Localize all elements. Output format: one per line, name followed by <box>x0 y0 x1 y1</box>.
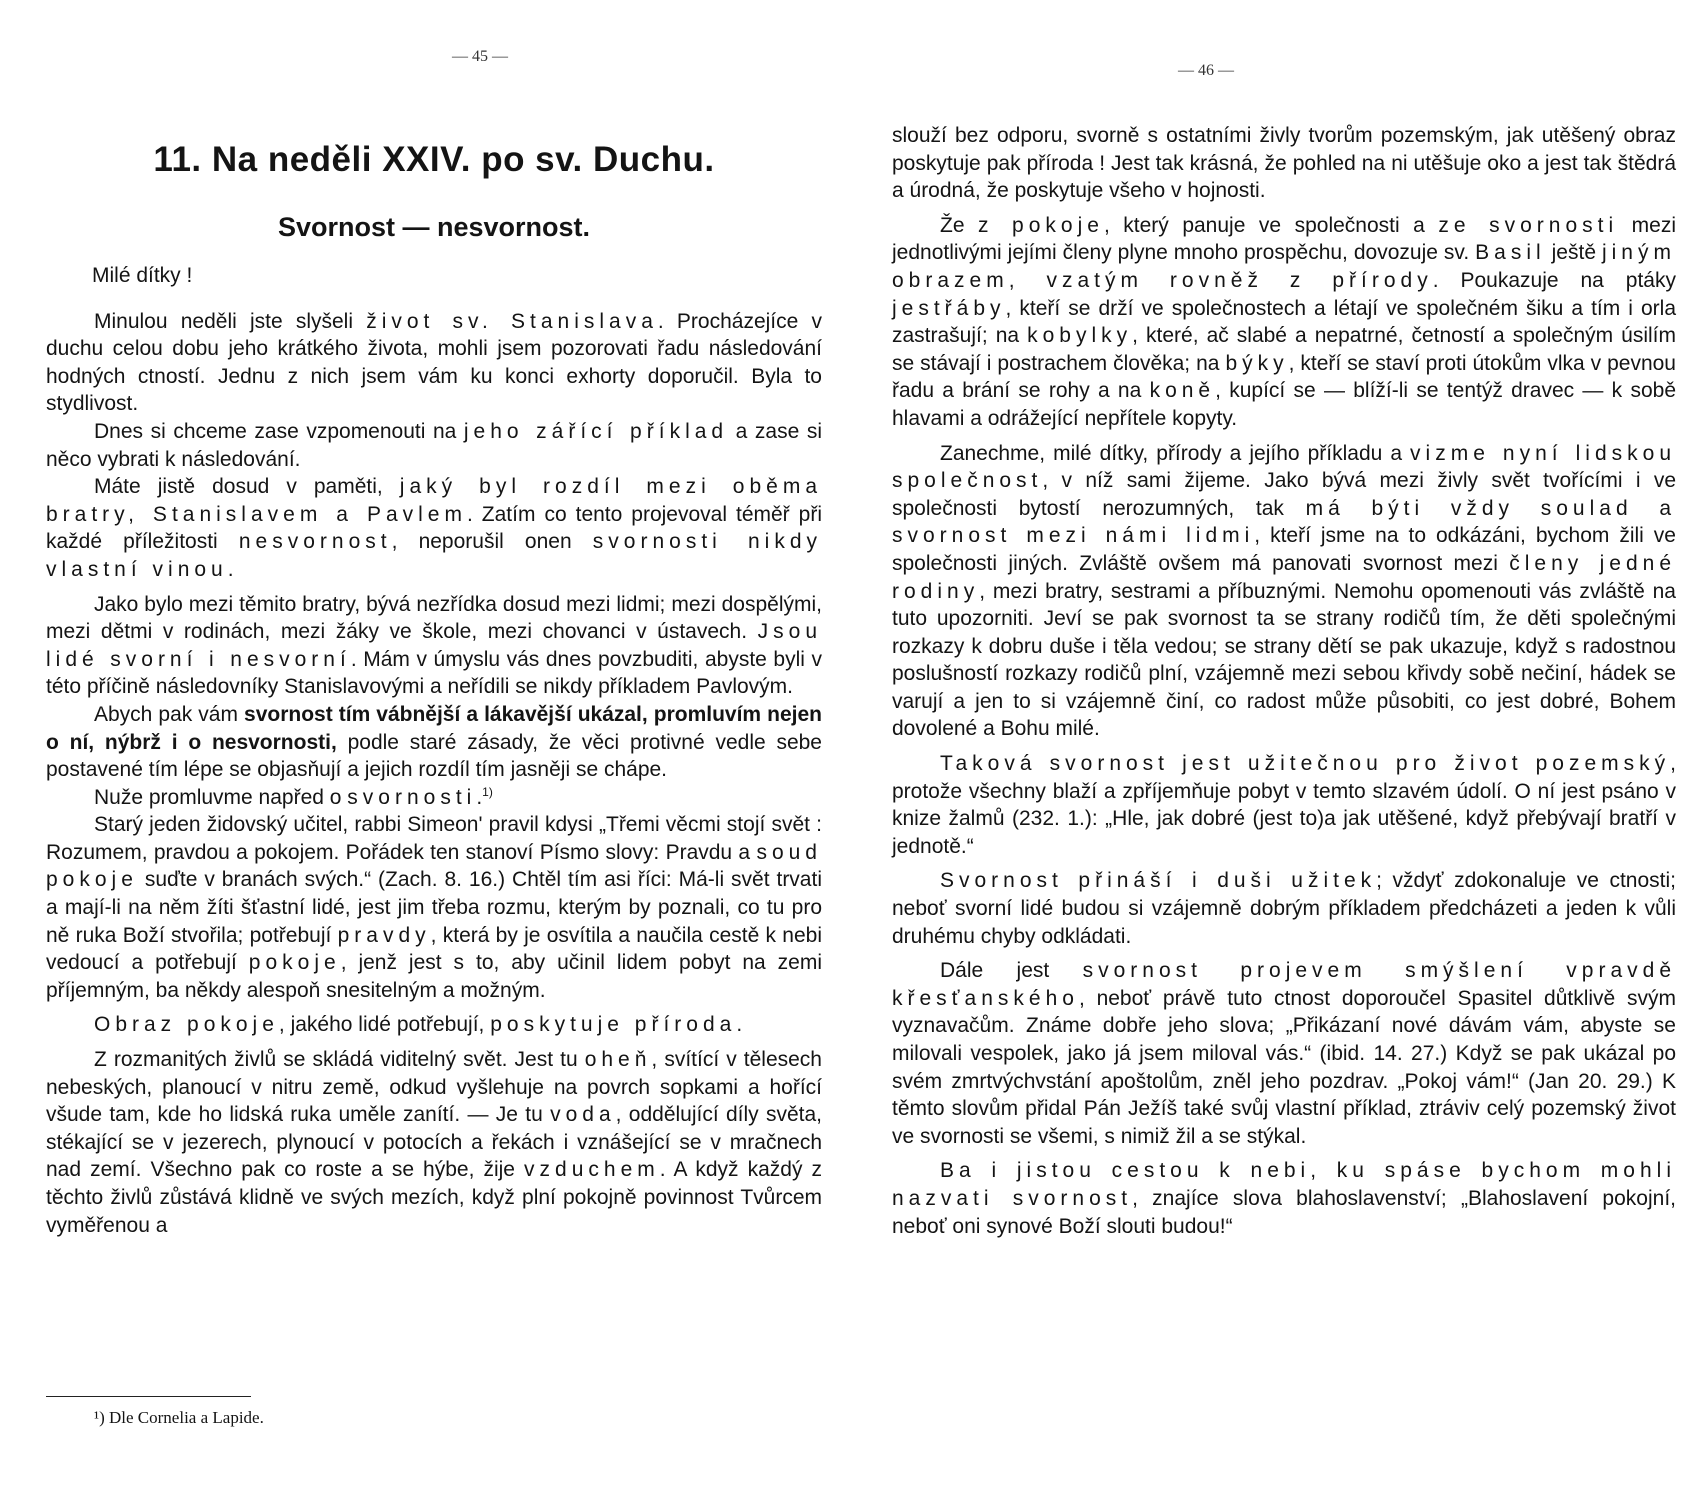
emphasis-text: Obraz pokoje <box>94 1013 279 1037</box>
text-run: , kteří se staví proti útokům vlka v pevnou řadu a brání se rohy a na <box>892 351 1676 403</box>
text-run: Dnes si chceme zase vzpomenouti na <box>94 419 464 443</box>
emphasis-text: členy jedné rodiny <box>892 551 1676 603</box>
emphasis-text: Jsou lidé svorní i nesvorní <box>46 620 822 671</box>
text-run: , oddělující díly světa, stékající se v jezerech, plynoucí v potocích a řekách i vznášející se v mračnech nad zemí. Všechno pak co roste a se hýbe, žije <box>46 1103 822 1182</box>
text-run: Máte jistě dosud v paměti, <box>94 475 400 499</box>
emphasis-text: Taková svornost jest užitečnou pro život pozemský <box>940 752 1671 776</box>
emphasis-text: svornosti nikdy vlastní vinou <box>46 530 822 581</box>
paragraph <box>892 122 1676 205</box>
emphasis-text: svornosti <box>347 785 477 809</box>
emphasis-text: voda <box>550 1103 616 1127</box>
emphasis-text: poskytuje příroda <box>490 1013 737 1037</box>
paragraph <box>46 418 822 473</box>
text-run: Z rozmanitých živlů se skládá viditelný svět. Jest tu <box>94 1048 585 1072</box>
text-run: Dále jest <box>940 959 1083 983</box>
footnote-divider <box>46 1396 251 1397</box>
emphasis-text: z pokoje <box>978 213 1104 237</box>
chapter-title: 11. Na neděli XXIV. po sv. Duchu. <box>153 140 715 179</box>
text-run: Zanechme, milé dítky, přírody a jejího příkladu a <box>940 441 1411 465</box>
paragraph <box>46 701 822 784</box>
text-run: , protože všechny blaží a zpříjemňuje pobyt v temto slzavém údolí. O ní jest psáno v knize žalmů (232. 1.): „Hle, jak dobré (jest to)a jak utěšené, když přebývají bratří v jednotě.“ <box>892 752 1676 858</box>
text-run: ještě <box>1545 241 1602 265</box>
body-text <box>46 262 822 1239</box>
emphasis-text: život sv. Stanislava <box>366 309 658 333</box>
emphasis-text: jaký byl rozdíl mezi oběma bratry, Stanislavem a Pavlem <box>46 475 822 526</box>
text-run: , neporušil onen <box>391 530 593 554</box>
text-run: Jako bylo mezi těmito bratry, bývá nezřídka dosud mezi lidmi; mezi dospělými, mezi dětmi v rodinách, mezi žáky ve škole, mezi chovanci v ústavech. <box>46 592 822 644</box>
emphasis-text: pravdy <box>337 923 431 947</box>
paragraph <box>892 212 1676 433</box>
paragraph <box>892 867 1676 950</box>
paragraph <box>46 1046 822 1239</box>
emphasis-text: oheň <box>584 1048 652 1072</box>
footnote: ¹) Dle Cornelia a Lapide. <box>94 1408 264 1427</box>
text-run: Minulou neděli jste slyšeli <box>94 309 367 333</box>
emphasis-text: jiným obrazem, vzatým rovněž z přírody <box>892 241 1676 292</box>
text-run: Starý jeden židovský učitel, rabbi Simeon' pravil kdysi „Třemi věcmi stojí svět : Rozumem, pravdou a pokojem. Pořádek ten stanoví Písmo slovy: Pravdu a <box>46 813 822 864</box>
emphasis-text: Ba i jistou cestou k nebi, ku spáse bychom mohli nazvati svornost <box>892 1159 1676 1210</box>
emphasis-text: býky <box>1225 351 1289 375</box>
text-run: , znajíce slova blahoslavenství; „Blahoslavení pokojní, neboť oni synové Boží slouti budou!“ <box>892 1186 1676 1238</box>
page-number: — 45 — <box>452 48 508 65</box>
text-run: . <box>476 785 483 809</box>
emphasis-text: koně <box>1149 379 1216 403</box>
text-run: , mezi bratry, sestrami a příbuznými. Nemohu opomenouti vás zvláště na tuto upozorniti. Jeví se pak svornost ta se strany rodičů tím, že děti společnými rozkazy k dobru duše i těla vedou; se strany dětí se pak ukazuje, když s radostnou poslušností rozkazy rodičů plní, vzájemně mezi sebou křivdy sobě nečiní, hádek se varují a jen to si vzájemně činí, co radost může působiti, co jest dobré, Bohem dovolené a Bohu milé. <box>892 579 1676 741</box>
emphasis-text: jeho zářící příklad <box>463 419 729 443</box>
text-run: Nuže promluvme napřed o <box>94 785 348 809</box>
text-run: ; vždyť zdokonaluje ve ctnosti; neboť svorní lidé budou si vzájemně dobrým příkladem předcházeti a jeden k vůli druhému chyby odkládati. <box>892 869 1676 948</box>
text-run: , jakého lidé potřebují, <box>278 1013 491 1037</box>
text-run: a zase si něco vybrati k následování. <box>46 419 822 471</box>
text-run: . Poukazuje na ptáky <box>1432 268 1676 292</box>
text-run: mezi jednotlivými jejími členy plyne mnoho prospěchu, dovozuje sv. <box>892 213 1676 265</box>
paragraph <box>892 957 1676 1150</box>
emphasis-text: Svornost přináší i duši užitek <box>940 869 1377 893</box>
paragraph <box>46 1011 822 1039</box>
text-run: . A když každý z těchto živlů zůstává klidně ve svých mezích, když plní pokojně povinnost Tvůrcem vyměřenou a <box>46 1158 822 1237</box>
text-run: , jenž jest s to, aby učinil lidem pobyt na zemi příjemným, ba někdy alespoň snesitelným a možným. <box>46 951 822 1002</box>
text-run: . Procházejíce v duchu celou dobu jeho krátkého života, mohli jsem pozorovati řadu následování hodných ctností. Jednu z nich jsem vám ku konci exhorty doporučil. Byla to stydlivost. <box>46 309 823 416</box>
paragraph <box>892 440 1676 744</box>
paragraph <box>46 591 822 701</box>
text-run: , kupící se — blíží-li se tentýž dravec — k sobě hlavami a odrážející nepřítele kopyty. <box>892 379 1676 430</box>
emphasis-text: pokoje <box>248 951 341 975</box>
paragraph <box>892 1157 1676 1240</box>
right-paragraphs <box>892 122 1676 1240</box>
paragraph <box>46 811 822 1004</box>
body-text <box>892 122 1676 1240</box>
text-run: , v níž sami žijeme. Jako bývá mezi živly svět tvořícími i ve společnosti bytostí nerozumných, tak <box>892 469 1676 520</box>
text-run: slouží bez odporu, svorně s ostatními živly tvorům pozemským, jak utěšený obraz poskytuje pak příroda ! Jest tak krásná, že pohled na ni utěšuje oko a jest tak štědrá a úrodná, že poskytuje všeho v hojnosti. <box>892 124 1676 203</box>
text-run: suďte v branách svých.“ (Zach. 8. 16.) Chtěl tím asi říci: Má-li svět trvati a mají-li na něm žíti šťastní lidé, jest jim třeba rozmu, kterým by poznali, co tu pro ně ruka Boží stvořila; potřebují <box>46 868 822 947</box>
text-run: . Zatím co tento projevoval téměř při každé příležitosti <box>46 502 822 554</box>
paragraph <box>46 473 822 583</box>
page-number: — 46 — <box>1178 62 1234 79</box>
emphasis-text: vzduchem <box>524 1158 660 1182</box>
emphasis-text: kobylky <box>1027 324 1133 348</box>
emphasis-text: svornost tím vábnější a lákavější ukázal, promluvím nejen o ní, nýbrž i o nesvornosti, <box>46 702 822 754</box>
paragraph <box>46 784 822 812</box>
text-run: . <box>736 1013 743 1037</box>
emphasis-text: vizme nyní lidskou společnost <box>892 441 1677 493</box>
emphasis-text: Basil <box>1475 241 1546 265</box>
greeting: Milé dítky ! <box>92 264 193 287</box>
emphasis-text: ze svornosti <box>1438 213 1619 237</box>
emphasis-text: nesvornost <box>238 530 392 554</box>
text-run: . Mám v úmyslu vás dnes povzbuditi, abyste byli v této příčině následovníky Stanislavovými a neřídili se nikdy příkladem Pavlovým. <box>46 647 822 699</box>
text-run: , kteří se drží ve společnostech a létají ve společném šiku a tím i orla zastrašují; na <box>892 296 1676 348</box>
emphasis-text: jestřáby <box>892 296 1006 320</box>
text-run: Abych pak vám <box>94 702 245 726</box>
footnote-ref: 1) <box>482 784 493 799</box>
emphasis-text: má býti vždy soulad a svornost mezi námi lidmi <box>892 496 1677 548</box>
text-run: , svítící v tělesech nebeských, planoucí v nitru země, odkud vyšlehuje na povrch sopkami a hořící všude tam, kde ho lidská ruka uměle zanítí. — Je tu <box>46 1048 822 1127</box>
paragraph <box>892 750 1676 860</box>
paragraph <box>46 308 822 418</box>
emphasis-text: svornost projevem smýšlení vpravdě křesťanského <box>892 959 1676 1010</box>
text-run: , které, ač slabé a nepatrné, četností a společným úsilím se stávají i postrachem člověka; na <box>892 324 1676 375</box>
text-run: , která by je osvítila a naučila cestě k nebi vedoucí a potřebují <box>46 923 822 975</box>
text-run: podle staré zásady, že věci protivné vedle sebe postavené tím lépe se objasňují a jejich rozdíl tím jasněji se chápe. <box>46 730 822 782</box>
emphasis-text: soud pokoje <box>46 840 822 892</box>
chapter-subtitle: Svornost — nesvornost. <box>277 212 591 242</box>
text-run: Že <box>940 213 979 237</box>
text-run: , který panuje ve společnosti a <box>1103 213 1439 237</box>
left-paragraphs <box>46 308 822 1240</box>
text-run: , neboť právě tuto ctnost doporoučel Spasitel důtklivě svým vyznavačům. Známe dobře jeho slova; „Přikázaní nové dávám vám, abyste se milovali vespolek, jako já jsem miloval vás.“ (ibid. 14. 27.) Když se pak ukázal po svém zmrtvýchvstání apoštolům, zněl jeho pozdrav. „Pokoj vám!“ (Jan 20. 29.) K těmto slovům přidal Pán Ježíš také svůj vlastní příklad, ztráviv celý pozemský život ve svornosti se všemi, s nimiž žil a se stýkal. <box>892 986 1676 1148</box>
text-run: . <box>227 557 234 581</box>
text-run: , kteří jsme na to odkázáni, bychom žili ve společnosti jiných. Zvláště ovšem má panovati svornost mezi <box>892 524 1676 575</box>
